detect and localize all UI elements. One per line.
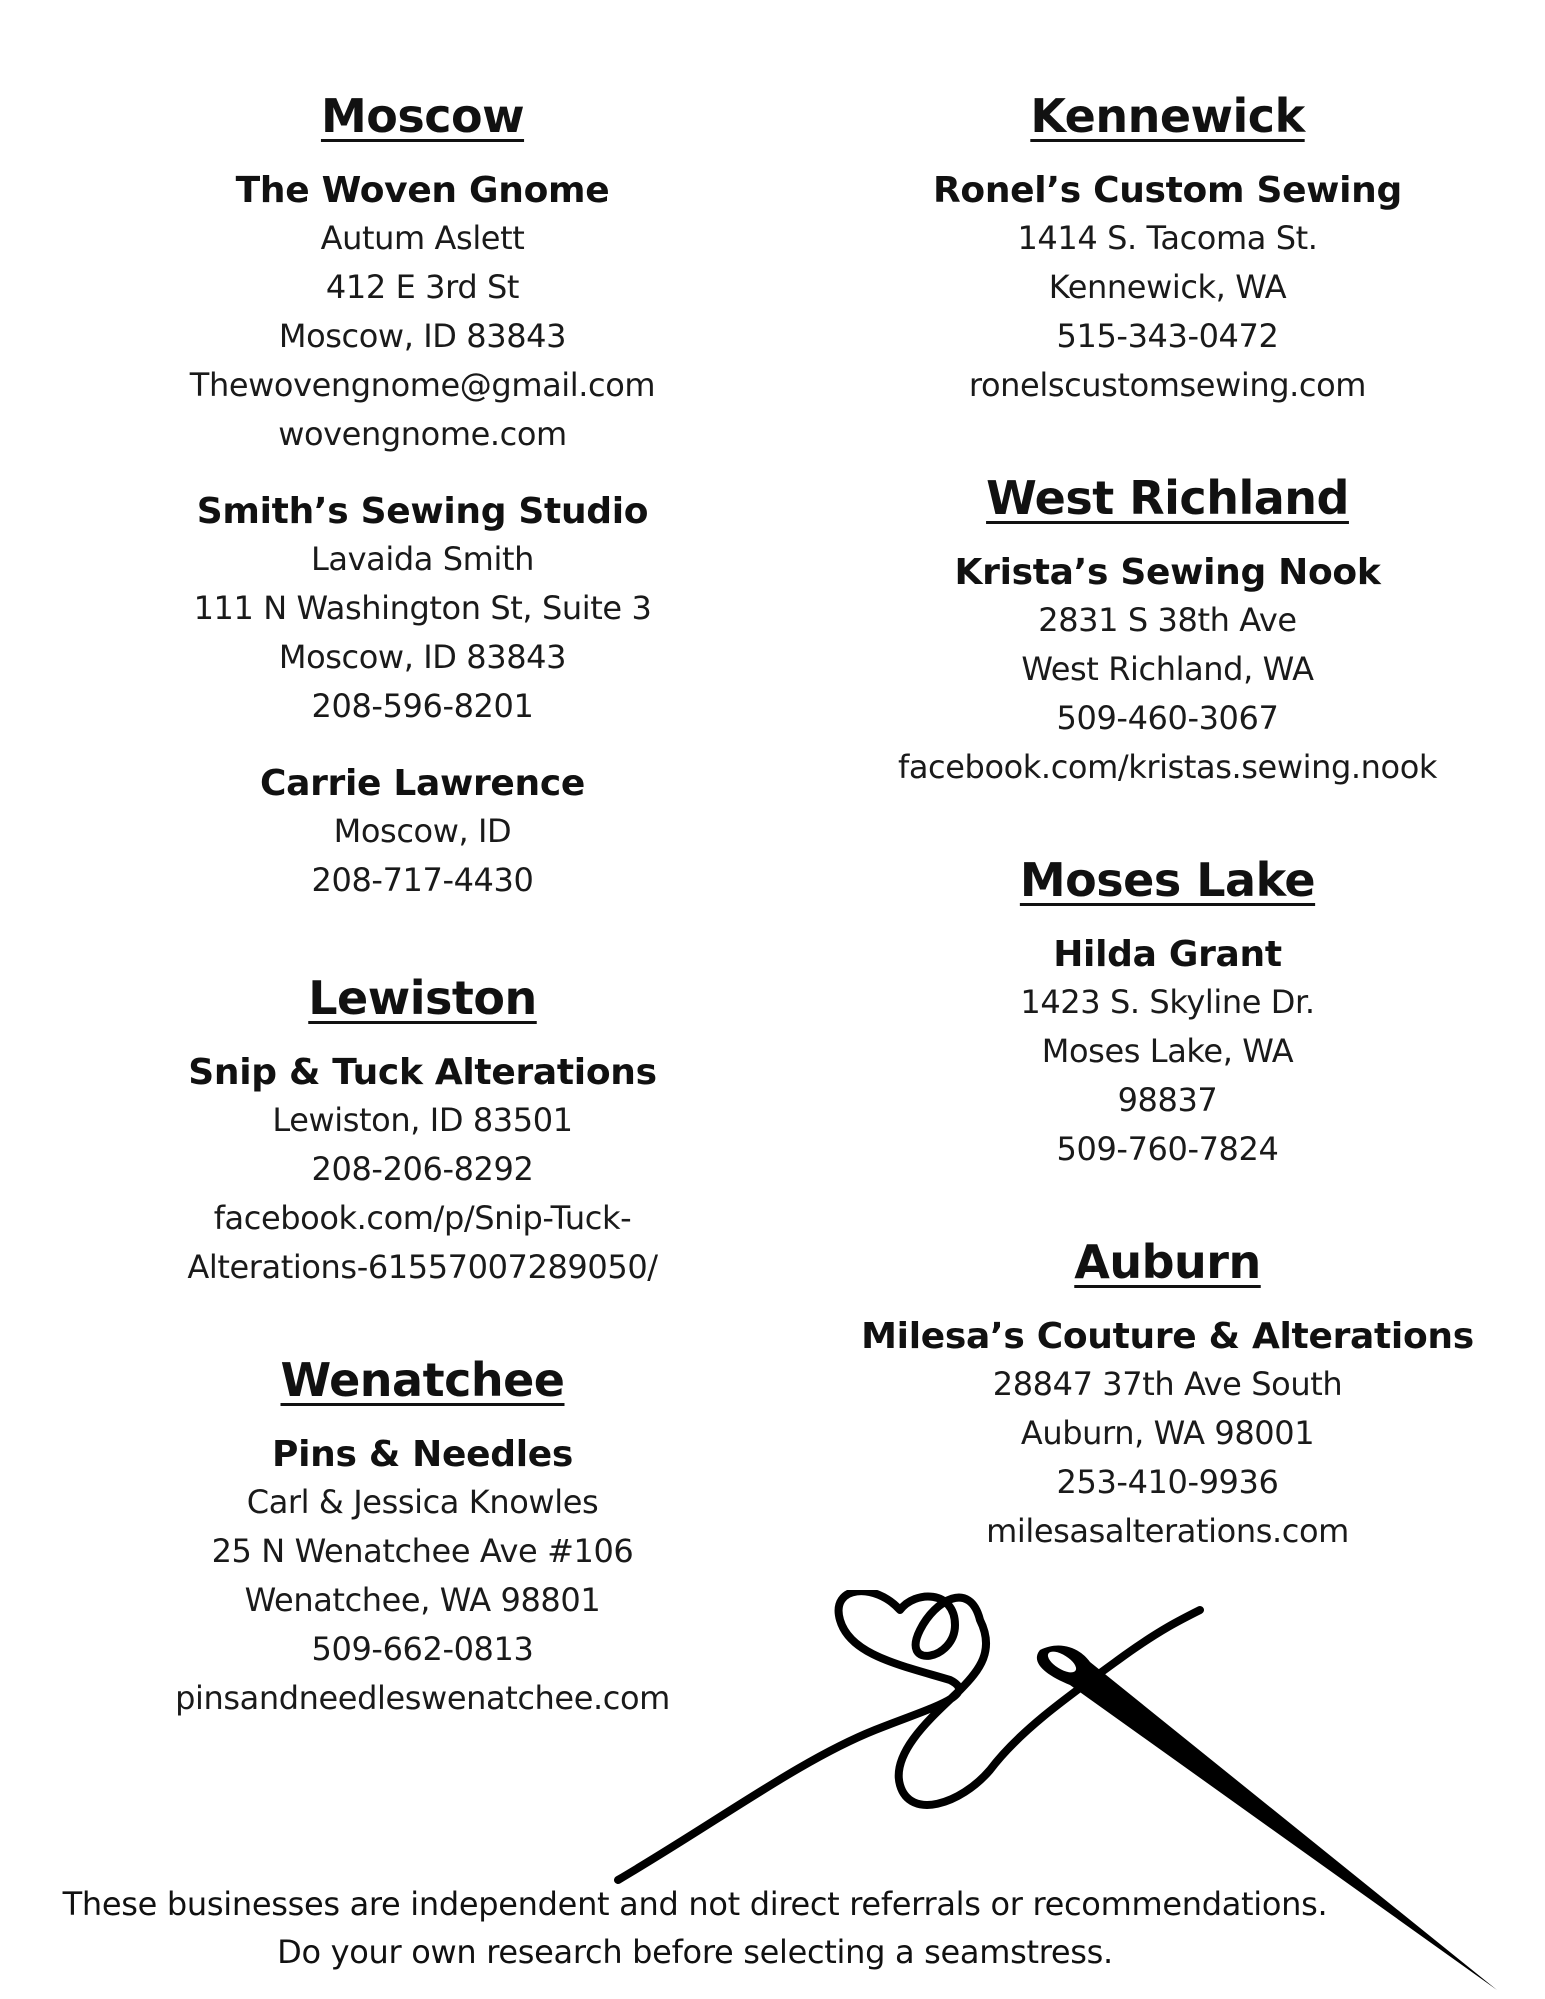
city-state-zip: Lewiston, ID 83501 <box>272 1101 573 1139</box>
business-name: Snip & Tuck Alterations <box>188 1052 657 1093</box>
business-name: The Woven Gnome <box>235 170 610 211</box>
city-heading: Moscow <box>320 89 525 143</box>
website: ronelscustomsewing.com <box>968 366 1367 404</box>
business-entry <box>0 761 845 905</box>
business-entry <box>0 168 845 459</box>
city-heading: Lewiston <box>308 971 537 1025</box>
street-address: 2831 S 38th Ave <box>1038 601 1297 639</box>
phone-number: 208-206-8292 <box>311 1150 534 1188</box>
business-entry <box>0 1050 845 1292</box>
contact-person: Autum Aslett <box>320 219 525 257</box>
city-section-kennewick <box>835 88 1500 410</box>
contact-person: Lavaida Smith <box>311 540 534 578</box>
business-entry <box>835 1314 1500 1556</box>
phone-number: 509-662-0813 <box>311 1630 534 1668</box>
phone-number: 208-717-4430 <box>311 861 534 899</box>
contact-person: Carl & Jessica Knowles <box>246 1483 599 1521</box>
city-section-moscow <box>0 88 845 905</box>
facebook-link: facebook.com/p/Snip-Tuck- <box>213 1199 632 1237</box>
business-name: Hilda Grant <box>1053 934 1282 975</box>
business-name: Ronel’s Custom Sewing <box>933 170 1402 211</box>
street-address: 1414 S. Tacoma St. <box>1017 219 1318 257</box>
business-name: Milesa’s Couture & Alterations <box>861 1316 1474 1357</box>
business-entry <box>0 489 845 731</box>
business-entry <box>835 932 1500 1174</box>
email-address: Thewovengnome@gmail.com <box>189 366 656 404</box>
website: wovengnome.com <box>278 415 567 453</box>
city-heading: Wenatchee <box>280 1353 565 1407</box>
city-heading: Kennewick <box>1030 89 1305 143</box>
facebook-link: facebook.com/kristas.sewing.nook <box>897 748 1438 786</box>
business-name: Krista’s Sewing Nook <box>954 552 1381 593</box>
business-name: Smith’s Sewing Studio <box>196 491 649 532</box>
zip-code: 98837 <box>1117 1081 1218 1119</box>
disclaimer-line: Do your own research before selecting a seamstress. <box>277 1933 1113 1971</box>
city-state-zip: Auburn, WA 98001 <box>1020 1414 1315 1452</box>
business-entry <box>835 168 1500 410</box>
city-state: Moses Lake, WA <box>1041 1032 1294 1070</box>
disclaimer-line: These businesses are independent and not direct referrals or recommendations. <box>62 1885 1328 1923</box>
phone-number: 253-410-9936 <box>1056 1463 1279 1501</box>
street-address: 412 E 3rd St <box>325 268 520 306</box>
phone-number: 515-343-0472 <box>1056 317 1279 355</box>
city-section-west-richland <box>835 470 1500 792</box>
city-state-zip: Moscow, ID 83843 <box>278 638 567 676</box>
phone-number: 509-460-3067 <box>1056 699 1279 737</box>
city-heading: West Richland <box>986 471 1349 525</box>
business-name: Pins & Needles <box>272 1434 573 1475</box>
city-state: West Richland, WA <box>1021 650 1314 688</box>
city-state-zip: Moscow, ID 83843 <box>278 317 567 355</box>
city-state-zip: Wenatchee, WA 98801 <box>244 1581 601 1619</box>
city-section-moses-lake <box>835 852 1500 1174</box>
street-address: 28847 37th Ave South <box>992 1365 1343 1403</box>
city-section-lewiston <box>0 970 845 1292</box>
website: pinsandneedleswenatchee.com <box>175 1679 670 1717</box>
street-address: 111 N Washington St, Suite 3 <box>193 589 652 627</box>
business-name: Carrie Lawrence <box>259 763 586 804</box>
city-state: Moscow, ID <box>333 812 512 850</box>
phone-number: 509-760-7824 <box>1056 1130 1279 1168</box>
city-heading: Moses Lake <box>1019 853 1316 907</box>
disclaimer <box>0 1880 1390 1976</box>
city-heading: Auburn <box>1074 1235 1261 1289</box>
thread-heart-icon <box>618 1591 1200 1880</box>
facebook-link: Alterations-61557007289050/ <box>187 1248 658 1286</box>
street-address: 25 N Wenatchee Ave #106 <box>211 1532 634 1570</box>
phone-number: 208-596-8201 <box>311 687 534 725</box>
city-state: Kennewick, WA <box>1048 268 1287 306</box>
website: milesasalterations.com <box>986 1512 1349 1550</box>
street-address: 1423 S. Skyline Dr. <box>1020 983 1315 1021</box>
city-section-auburn <box>835 1234 1500 1556</box>
business-entry <box>835 550 1500 792</box>
